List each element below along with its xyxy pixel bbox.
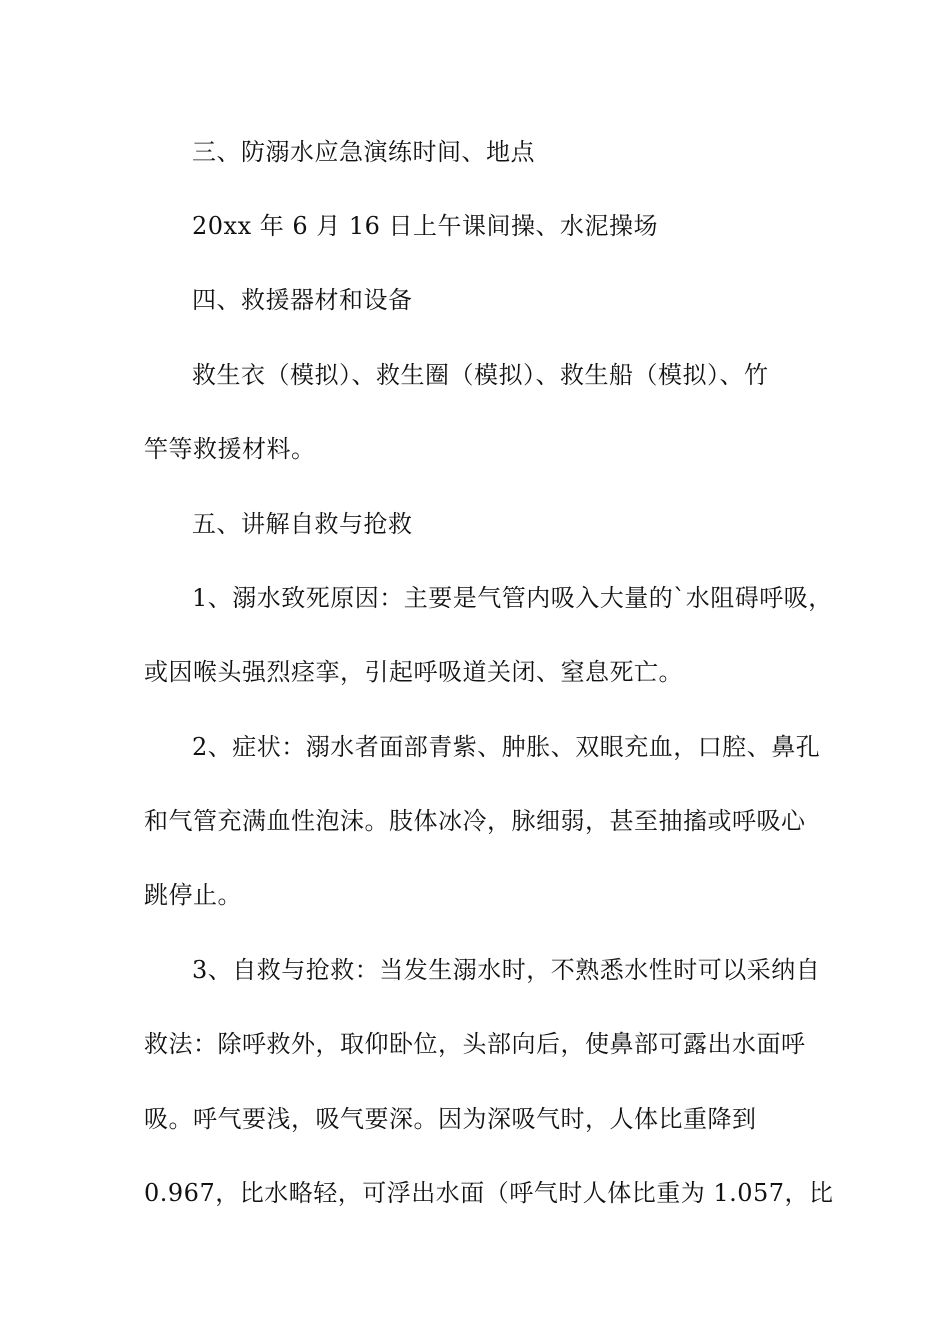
paragraph-rescue-line1: 3、自救与抢救：当发生溺水时，不熟悉水性时可以采纳自 xyxy=(192,956,821,984)
paragraph-symptoms-line3: 跳停止。 xyxy=(144,881,242,909)
paragraph-cause-line2: 或因喉头强烈痉挛，引起呼吸道关闭、窒息死亡。 xyxy=(144,658,683,686)
paragraph-rescue-line3: 吸。呼气要浅，吸气要深。因为深吸气时，人体比重降到 xyxy=(144,1105,757,1133)
paragraph-symptoms-line2: 和气管充满血性泡沫。肢体冰冷，脉细弱，甚至抽搐或呼吸心 xyxy=(144,807,806,835)
paragraph-equipment-line1: 救生衣（模拟）、救生圈（模拟）、救生船（模拟）、竹 xyxy=(192,361,769,389)
paragraph-time-location: 20xx 年 6 月 16 日上午课间操、水泥操场 xyxy=(192,212,659,240)
section-heading-equipment: 四、救援器材和设备 xyxy=(192,286,413,314)
paragraph-rescue-line4: 0.967，比水略轻，可浮出水面（呼气时人体比重为 1.057，比 xyxy=(144,1179,834,1207)
paragraph-cause-line1: 1、溺水致死原因：主要是气管内吸入大量的`水阻碍呼吸， xyxy=(192,584,833,612)
paragraph-symptoms-line1: 2、症状：溺水者面部青紫、肿胀、双眼充血，口腔、鼻孔 xyxy=(192,733,821,761)
paragraph-equipment-line2: 竿等救援材料。 xyxy=(144,435,316,463)
paragraph-rescue-line2: 救法：除呼救外，取仰卧位，头部向后，使鼻部可露出水面呼 xyxy=(144,1030,806,1058)
section-heading-self-rescue: 五、讲解自救与抢救 xyxy=(192,510,413,538)
section-heading-time-location: 三、防溺水应急演练时间、地点 xyxy=(192,138,535,166)
